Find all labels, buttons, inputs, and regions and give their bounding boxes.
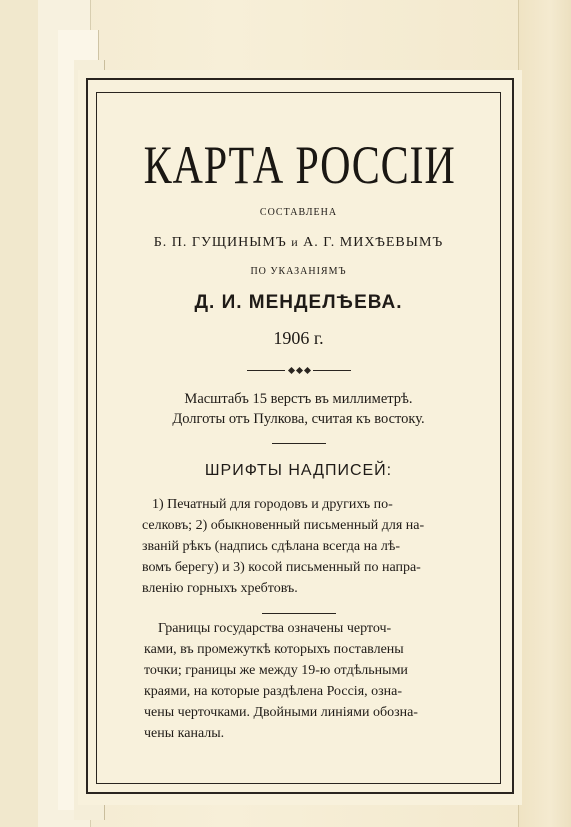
longitude-line: Долготы отъ Пулкова, считая къ востоку. xyxy=(172,411,425,427)
paper-edge xyxy=(518,0,571,827)
text-line: вленiю горныхъ хребтовъ. xyxy=(142,581,298,596)
mendeleev-name: Д. И. МЕНДЕЛѢЕВА. xyxy=(194,292,403,313)
text-line: Границы государства означены черточ- xyxy=(158,621,392,636)
scale-line: Масштабъ 15 верстъ въ миллиметрѣ. xyxy=(184,391,413,407)
publication-year: 1906 г. xyxy=(273,328,324,348)
compiled-label: СОСТАВЛЕНА xyxy=(259,207,338,218)
text-line: 1) Печатный для городовъ и другихъ по- xyxy=(152,497,393,512)
map-title: КАРТА РОССIИ xyxy=(143,135,456,195)
authors-conjunction: и xyxy=(291,235,299,249)
authors-line xyxy=(100,232,497,253)
text-line: вомъ берегу) и 3) косой письменный по напра- xyxy=(142,560,421,575)
text-line: точки; границы же между 19-ю отдѣльными xyxy=(144,663,408,678)
text-line: селковъ; 2) обыкновенный письменный для на- xyxy=(142,518,425,533)
by-order-label: ПО УКАЗАНIЯМЪ xyxy=(250,266,347,277)
title-page-content xyxy=(100,100,497,744)
author-1: Б. П. ГУЩИНЫМЪ xyxy=(153,235,287,250)
scale-note xyxy=(100,389,497,429)
text-line: ками, въ промежуткѣ которыхъ поставлены xyxy=(144,642,404,657)
text-line: краями, на которые раздѣлена Россiя, озна- xyxy=(144,684,403,699)
fonts-paragraph xyxy=(100,494,497,599)
paragraph-rule xyxy=(262,613,336,614)
text-line: званiй рѣкъ (надпись сдѣлана всегда на лѣ- xyxy=(142,539,401,554)
section-rule xyxy=(272,443,326,444)
borders-paragraph xyxy=(100,618,497,744)
text-line: чены каналы. xyxy=(144,726,225,741)
ornament-divider xyxy=(247,367,351,375)
text-line: чены черточками. Двойными линiями обозна- xyxy=(144,705,418,720)
fonts-heading: ШРИФТЫ НАДПИСЕЙ: xyxy=(204,462,393,479)
author-2: А. Г. МИХѢЕВЫМЪ xyxy=(303,235,444,250)
